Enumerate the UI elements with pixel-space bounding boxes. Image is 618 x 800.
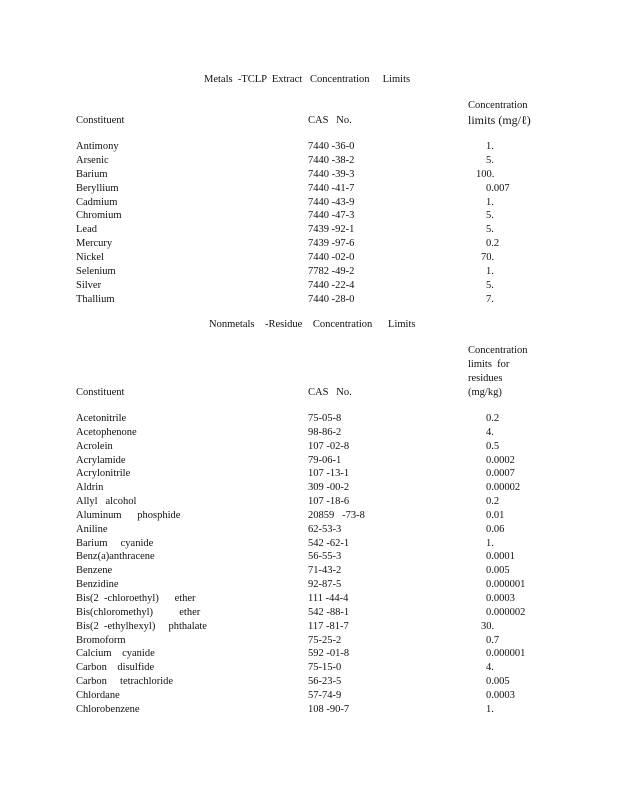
constituent-name: Arsenic <box>76 154 109 166</box>
nonmetals-constituent-header: Constituent <box>76 387 125 398</box>
metals-constituent-header: Constituent <box>76 115 125 126</box>
concentration-limit: 1. <box>486 537 494 549</box>
constituent-name: Acrylonitrile <box>76 468 131 480</box>
cas-number: 79-06-1 <box>308 454 342 466</box>
constituent-name: Nickel <box>76 252 104 264</box>
concentration-limit: 0.005 <box>486 676 510 688</box>
concentration-limit: 0.0007 <box>486 468 515 480</box>
table-row <box>0 168 618 182</box>
constituent-name: Benzidine <box>76 579 119 591</box>
cas-number: 7440 -39-3 <box>308 168 355 180</box>
concentration-limit: 70. <box>481 252 495 264</box>
constituent-name: Thallium <box>76 293 115 305</box>
constituent-name: Chromium <box>76 210 122 222</box>
constituent-name: Antimony <box>76 141 119 152</box>
constituent-name: Bromoform <box>76 634 126 646</box>
constituent-name: Acetonitrile <box>76 413 127 424</box>
concentration-limit: 0.7 <box>486 634 500 646</box>
table-row <box>0 509 618 523</box>
nonmetals-limit-header-line1: Concentration <box>468 345 528 356</box>
constituent-name: Bis(2 -chloroethyl) ether <box>76 592 196 604</box>
concentration-limit: 0.000001 <box>486 579 526 591</box>
concentration-limit: 0.2 <box>486 238 500 250</box>
table-row <box>0 620 618 634</box>
table-row <box>0 634 618 648</box>
metals-section-title: Metals -TCLP Extract Concentration Limits <box>204 74 411 85</box>
nonmetals-limit-header-line4: (mg/kg) <box>468 387 502 398</box>
constituent-name: Calcium cyanide <box>76 648 155 660</box>
constituent-name: Allyl alcohol <box>76 496 137 508</box>
concentration-limit: 4. <box>486 426 494 438</box>
table-row <box>0 279 618 293</box>
nonmetals-limit-header-line2: limits for <box>468 359 510 370</box>
constituent-name: Mercury <box>76 238 113 250</box>
table-row <box>0 495 618 509</box>
concentration-limit: 5. <box>486 279 494 291</box>
metals-table <box>0 140 618 307</box>
concentration-limit: 0.0003 <box>486 689 515 701</box>
constituent-name: Acetophenone <box>76 426 137 438</box>
table-row <box>0 196 618 210</box>
table-row <box>0 293 618 307</box>
concentration-limit: 100. <box>476 168 495 180</box>
constituent-name: Aldrin <box>76 482 104 494</box>
concentration-limit: 0.0002 <box>486 454 515 466</box>
concentration-limit: 0.2 <box>486 413 500 424</box>
cas-number: 7440 -38-2 <box>308 154 355 166</box>
table-row <box>0 426 618 440</box>
concentration-limit: 0.2 <box>486 496 500 508</box>
metals-limit-header-line1: Concentration <box>468 100 528 111</box>
table-row <box>0 592 618 606</box>
concentration-limit: 0.06 <box>486 523 505 535</box>
constituent-name: Cadmium <box>76 196 118 208</box>
constituent-name: Silver <box>76 279 102 291</box>
concentration-limit: 0.00002 <box>486 482 521 494</box>
concentration-limit: 1. <box>486 266 494 278</box>
constituent-name: Chlorobenzene <box>76 703 140 715</box>
table-row <box>0 251 618 265</box>
table-row <box>0 454 618 468</box>
cas-number: 117 -81-7 <box>308 620 349 632</box>
constituent-name: Beryllium <box>76 182 119 194</box>
cas-number: 107 -13-1 <box>308 468 350 480</box>
constituent-name: Selenium <box>76 266 116 278</box>
cas-number: 592 -01-8 <box>308 648 350 660</box>
constituent-name: Carbon disulfide <box>76 662 155 674</box>
table-row <box>0 703 618 717</box>
constituent-name: Chlordane <box>76 689 120 701</box>
concentration-limit: 0.000002 <box>486 606 526 618</box>
table-row <box>0 647 618 661</box>
table-row <box>0 154 618 168</box>
nonmetals-section-title: Nonmetals -Residue Concentration Limits <box>209 319 416 330</box>
concentration-limit: 7. <box>486 293 494 305</box>
concentration-limit: 1. <box>486 196 494 208</box>
constituent-name: Barium <box>76 168 108 180</box>
constituent-name: Aluminum phosphide <box>76 509 181 521</box>
cas-number: 107 -18-6 <box>308 496 350 508</box>
table-row <box>0 182 618 196</box>
nonmetals-table <box>0 412 618 717</box>
cas-number: 7440 -02-0 <box>308 252 355 264</box>
table-row <box>0 412 618 426</box>
table-row <box>0 675 618 689</box>
constituent-name: Bis(2 -ethylhexyl) phthalate <box>76 620 207 632</box>
concentration-limit: 5. <box>486 224 494 236</box>
table-row <box>0 140 618 154</box>
cas-number: 56-23-5 <box>308 676 342 688</box>
table-row <box>0 440 618 454</box>
table-row <box>0 467 618 481</box>
concentration-limit: 4. <box>486 662 494 674</box>
cas-number: 62-53-3 <box>308 523 342 535</box>
cas-number: 56-55-3 <box>308 551 342 563</box>
metals-limit-header-line2: limits (mg/ℓ) <box>468 113 531 127</box>
nonmetals-cas-header: CAS No. <box>308 387 352 398</box>
table-row <box>0 209 618 223</box>
metals-cas-header: CAS No. <box>308 115 352 126</box>
cas-number: 7440 -41-7 <box>308 182 355 194</box>
concentration-limit: 1. <box>486 141 494 152</box>
cas-number: 7440 -43-9 <box>308 196 355 208</box>
constituent-name: Acrylamide <box>76 454 126 466</box>
cas-number: 71-43-2 <box>308 565 342 577</box>
concentration-limit: 5. <box>486 210 494 222</box>
table-row <box>0 661 618 675</box>
cas-number: 7439 -92-1 <box>308 224 355 236</box>
constituent-name: Lead <box>76 224 97 236</box>
concentration-limit: 30. <box>481 620 495 632</box>
cas-number: 92-87-5 <box>308 579 342 591</box>
table-row <box>0 237 618 251</box>
table-row <box>0 223 618 237</box>
table-row <box>0 550 618 564</box>
constituent-name: Acrolein <box>76 440 113 452</box>
constituent-name: Benzene <box>76 565 113 577</box>
concentration-limit: 0.5 <box>486 440 500 452</box>
concentration-limit: 0.000001 <box>486 648 526 660</box>
concentration-limit: 1. <box>486 703 494 715</box>
cas-number: 7439 -97-6 <box>308 238 355 250</box>
concentration-limit: 0.007 <box>486 182 510 194</box>
cas-number: 98-86-2 <box>308 426 342 438</box>
table-row <box>0 578 618 592</box>
cas-number: 108 -90-7 <box>308 703 350 715</box>
constituent-name: Barium cyanide <box>76 537 154 549</box>
concentration-limit: 0.0003 <box>486 592 515 604</box>
table-row <box>0 537 618 551</box>
table-row <box>0 481 618 495</box>
cas-number: 107 -02-8 <box>308 440 350 452</box>
table-row <box>0 606 618 620</box>
table-row <box>0 689 618 703</box>
concentration-limit: 0.0001 <box>486 551 515 563</box>
cas-number: 7440 -22-4 <box>308 279 355 291</box>
constituent-name: Carbon tetrachloride <box>76 676 174 688</box>
cas-number: 7440 -28-0 <box>308 293 355 305</box>
cas-number: 111 -44-4 <box>308 592 349 604</box>
cas-number: 75-05-8 <box>308 413 342 424</box>
cas-number: 542 -62-1 <box>308 537 350 549</box>
cas-number: 309 -00-2 <box>308 482 350 494</box>
cas-number: 20859 -73-8 <box>308 509 365 521</box>
concentration-limit: 5. <box>486 154 494 166</box>
constituent-name: Benz(a)anthracene <box>76 551 155 563</box>
table-row <box>0 523 618 537</box>
concentration-limit: 0.005 <box>486 565 510 577</box>
cas-number: 7782 -49-2 <box>308 266 355 278</box>
cas-number: 542 -88-1 <box>308 606 350 618</box>
cas-number: 75-15-0 <box>308 662 342 674</box>
nonmetals-limit-header-line3: residues <box>468 373 503 384</box>
cas-number: 7440 -36-0 <box>308 141 355 152</box>
cas-number: 57-74-9 <box>308 689 342 701</box>
table-row <box>0 265 618 279</box>
cas-number: 75-25-2 <box>308 634 342 646</box>
constituent-name: Aniline <box>76 523 108 535</box>
concentration-limit: 0.01 <box>486 509 505 521</box>
cas-number: 7440 -47-3 <box>308 210 355 222</box>
constituent-name: Bis(chloromethyl) ether <box>76 606 201 618</box>
table-row <box>0 564 618 578</box>
